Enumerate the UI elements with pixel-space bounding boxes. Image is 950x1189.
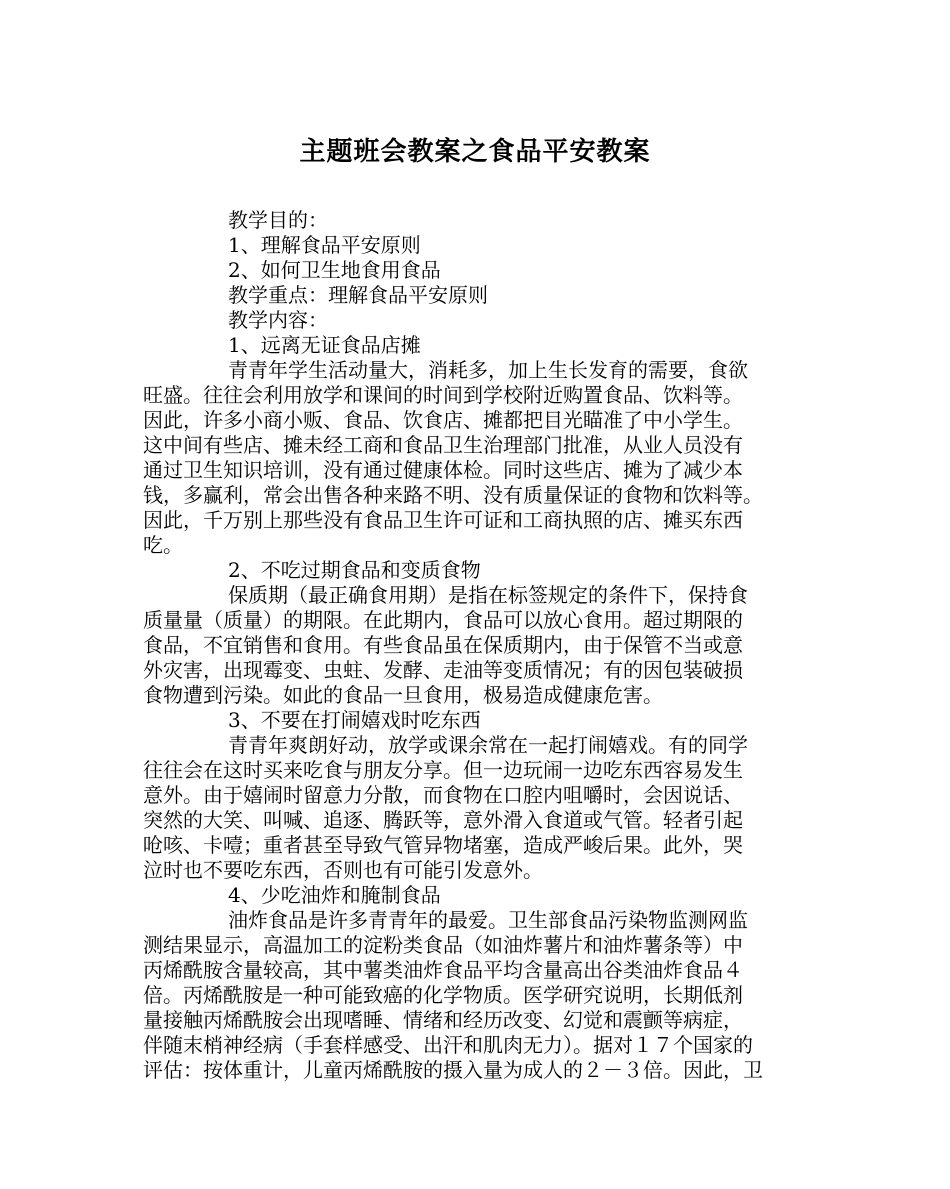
text-line: 这中间有些店、摊未经工商和食品卫生治理部门批准，从业人员没有 — [143, 433, 743, 457]
text-line: 食物遭到污染。如此的食品一旦食用，极易造成健康危害。 — [143, 683, 663, 707]
text-line: 3、不要在打闹嬉戏时吃东西 — [228, 708, 481, 732]
text-line: 量接触丙烯酰胺会出现嗜睡、情绪和经历改变、幻觉和震颤等病症， — [143, 1008, 743, 1032]
text-line: 教学重点：理解食品平安原则 — [228, 283, 488, 307]
text-line: 保质期（最正确食用期）是指在标签规定的条件下，保持食 — [228, 583, 748, 607]
text-line: 青青年学生活动量大，消耗多，加上生长发育的需要，食欲 — [228, 358, 748, 382]
text-line: 教学目的： — [228, 208, 328, 232]
text-line: 4、少吃油炸和腌制食品 — [228, 883, 441, 907]
text-line: 2、如何卫生地食用食品 — [228, 258, 441, 282]
text-line: 通过卫生知识培训，没有通过健康体检。同时这些店、摊为了减少本 — [143, 458, 743, 482]
document-title: 主题班会教案之食品平安教案 — [299, 137, 651, 167]
text-line: 意外。由于嬉闹时留意力分散，而食物在口腔内咀嚼时，会因说话、 — [143, 783, 743, 807]
text-line: 2、不吃过期食品和变质食物 — [228, 558, 481, 582]
text-line: 钱，多赢利，常会出售各种来路不明、没有质量保证的食物和饮料等。 — [143, 483, 763, 507]
text-line: 呛咳、卡噎；重者甚至导致气管异物堵塞，造成严峻后果。此外，哭 — [143, 833, 743, 857]
text-line: 伴随末梢神经病（手套样感受、出汗和肌肉无力）。据对１７个国家的 — [143, 1033, 753, 1057]
text-line: 油炸食品是许多青青年的最爱。卫生部食品污染物监测网监 — [228, 908, 748, 932]
text-line: 食品，不宜销售和食用。有些食品虽在保质期内，由于保管不当或意 — [143, 633, 743, 657]
text-line: 旺盛。往往会利用放学和课间的时间到学校附近购置食品、饮料等。 — [143, 383, 743, 407]
text-line: 因此，许多小商小贩、食品、饮食店、摊都把目光瞄准了中小学生。 — [143, 408, 743, 432]
text-line: 1、远离无证食品店摊 — [228, 333, 421, 357]
text-line: 因此，千万别上那些没有食品卫生许可证和工商执照的店、摊买东西 — [143, 508, 743, 532]
text-line: 评估：按体重计，儿童丙烯酰胺的摄入量为成人的２－３倍。因此，卫 — [143, 1058, 763, 1082]
text-line: 丙烯酰胺含量较高，其中薯类油炸食品平均含量高出谷类油炸食品４ — [143, 958, 743, 982]
text-line: 往往会在这时买来吃食与朋友分享。但一边玩闹一边吃东西容易发生 — [143, 758, 743, 782]
text-line: 外灾害，出现霉变、虫蛀、发酵、走油等变质情况；有的因包装破损 — [143, 658, 743, 682]
text-line: 青青年爽朗好动，放学或课余常在一起打闹嬉戏。有的同学 — [228, 733, 748, 757]
text-line: 1、理解食品平安原则 — [228, 233, 421, 257]
text-line: 倍。丙烯酰胺是一种可能致癌的化学物质。医学研究说明，长期低剂 — [143, 983, 743, 1007]
document-body — [143, 208, 821, 1083]
text-line: 质量量（质量）的期限。在此期内，食品可以放心食用。超过期限的 — [143, 608, 743, 632]
text-line: 测结果显示，高温加工的淀粉类食品（如油炸薯片和油炸薯条等）中 — [143, 933, 743, 957]
text-line: 泣时也不要吃东西，否则也有可能引发意外。 — [143, 858, 543, 882]
text-line: 突然的大笑、叫喊、追逐、腾跃等，意外滑入食道或气管。轻者引起 — [143, 808, 743, 832]
text-line: 教学内容： — [228, 308, 328, 332]
text-line: 吃。 — [143, 533, 183, 557]
